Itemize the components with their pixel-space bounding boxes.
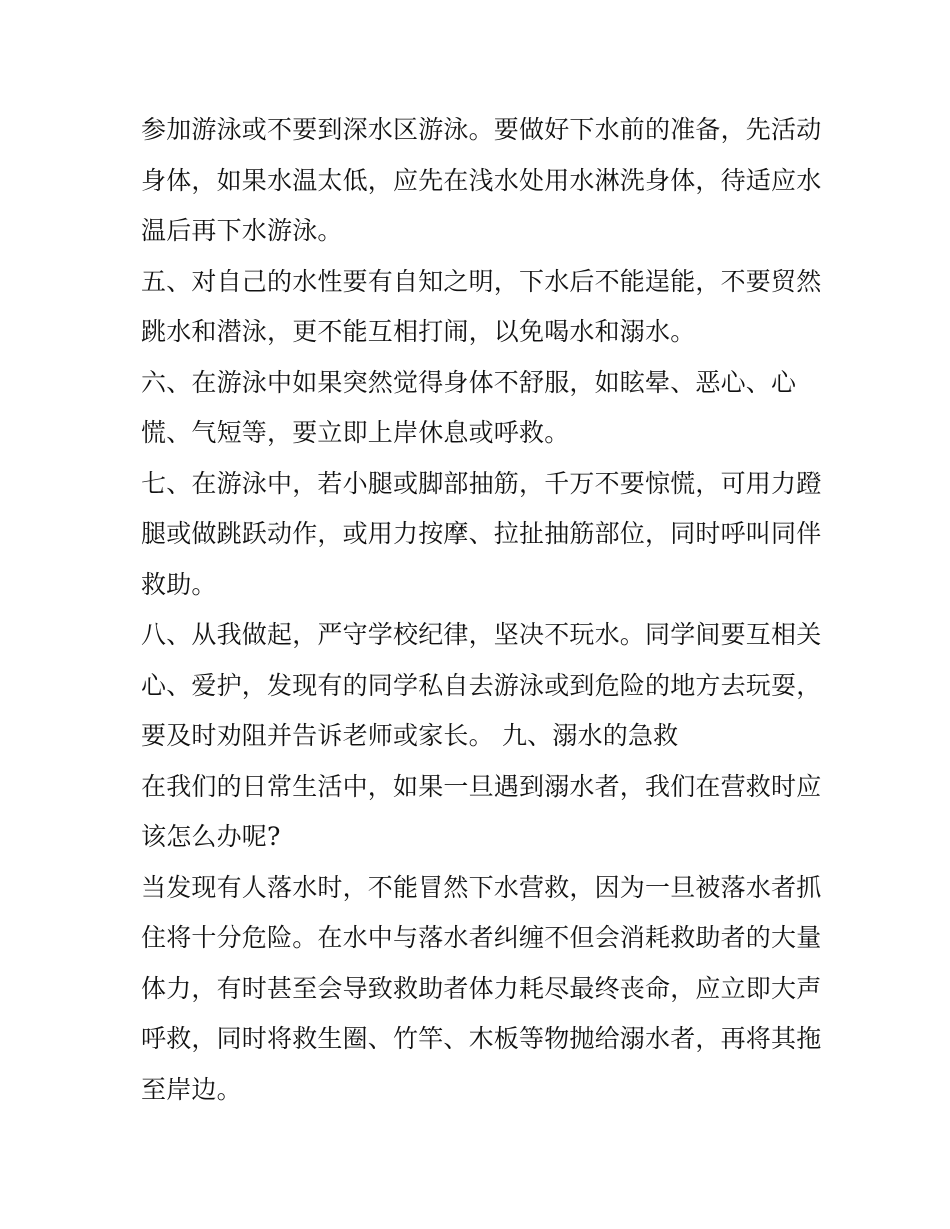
text-line: 八、从我做起，严守学校纪律，坚决不玩水。同学间要互相关	[141, 620, 822, 649]
text-line: 住将十分危险。在水中与落水者纠缠不但会消耗救助者的大量	[141, 923, 822, 952]
text-line: 五、对自己的水性要有自知之明，下水后不能逞能，不要贸然	[141, 267, 822, 296]
text-line: 当发现有人落水时，不能冒然下水营救，因为一旦被落水者抓	[141, 873, 822, 902]
text-line: 体力，有时甚至会导致救助者体力耗尽最终丧命，应立即大声	[141, 974, 822, 1003]
text-line: 至岸边。	[141, 1075, 242, 1104]
text-line: 在我们的日常生活中，如果一旦遇到溺水者，我们在营救时应	[141, 772, 822, 801]
text-line: 温后再下水游泳。	[141, 216, 343, 245]
text-line: 七、在游泳中，若小腿或脚部抽筋，千万不要惊慌，可用力蹬	[141, 469, 822, 498]
text-line: 心、爱护，发现有的同学私自去游泳或到危险的地方去玩耍，	[141, 671, 822, 700]
text-line: 腿或做跳跃动作，或用力按摩、拉扯抽筋部位，同时呼叫同伴	[141, 519, 822, 548]
text-line: 六、在游泳中如果突然觉得身体不舒服，如眩晕、恶心、心	[141, 368, 797, 397]
text-line: 要及时劝阻并告诉老师或家长。 九、溺水的急救	[141, 721, 679, 750]
text-line: 参加游泳或不要到深水区游泳。要做好下水前的准备，先活动	[141, 115, 822, 144]
text-line: 跳水和潜泳，更不能互相打闹，以免喝水和溺水。	[141, 317, 696, 346]
text-line: 救助。	[141, 570, 217, 599]
text-line: 慌、气短等，要立即上岸休息或呼救。	[141, 418, 570, 447]
text-line: 身体，如果水温太低，应先在浅水处用水淋洗身体，待适应水	[141, 166, 822, 195]
text-line: 呼救，同时将救生圈、竹竿、木板等物抛给溺水者，再将其拖	[141, 1024, 822, 1053]
text-line: 该怎么办呢?	[141, 822, 281, 851]
